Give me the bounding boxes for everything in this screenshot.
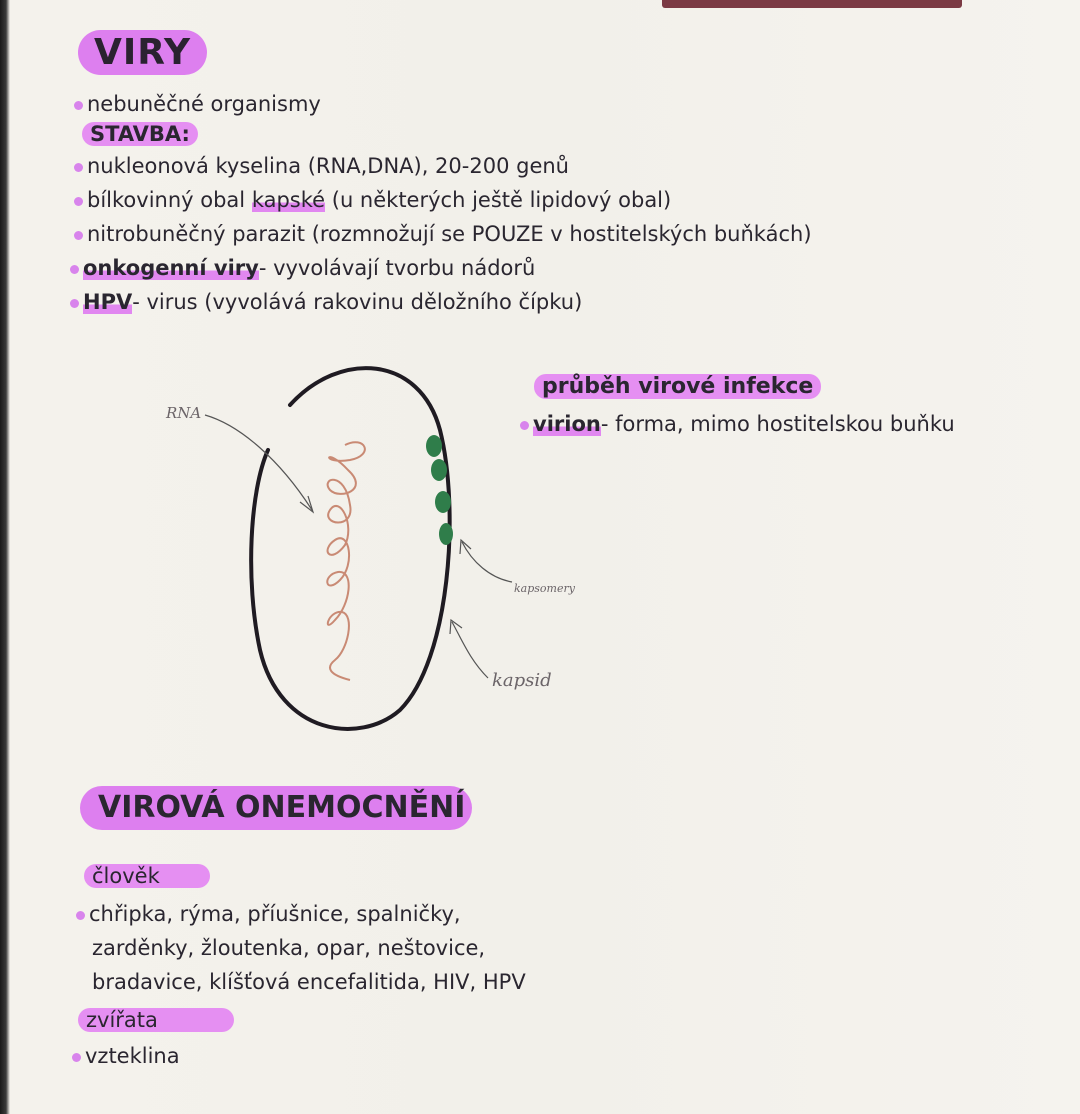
human-disease-line-1: chřipka, rýma, příušnice, spalničky, xyxy=(76,902,461,926)
bullet-icon xyxy=(70,265,79,274)
virus-diagram xyxy=(150,350,620,740)
bullet-icon xyxy=(74,101,83,110)
rna-strand xyxy=(327,442,365,680)
bullet-icon xyxy=(74,197,83,206)
human-disease-line-2: zarděnky, žloutenka, opar, neštovice, xyxy=(92,936,486,960)
capsid-pointer-line xyxy=(452,622,488,678)
capsid-label: kapsid xyxy=(492,670,552,691)
structure-item-3: nitrobuněčný parazit (rozmnožují se POUZE v hostitelských buňkách) xyxy=(74,222,812,246)
human-disease-line-3: bradavice, klíšťová encefalitida, HIV, HPV xyxy=(92,970,526,994)
bullet-icon xyxy=(76,911,85,920)
capsomere-shape xyxy=(426,435,442,457)
structure-item-1: nukleonová kyselina (RNA,DNA), 20-200 genů xyxy=(74,154,569,178)
animals-disease-line: vzteklina xyxy=(72,1044,180,1068)
bullet-icon xyxy=(74,163,83,172)
diseases-heading: VIROVÁ ONEMOCNĚNÍ xyxy=(80,786,472,830)
bullet-icon xyxy=(74,231,83,240)
bullet-icon xyxy=(520,421,529,430)
infection-heading: průběh virové infekce xyxy=(534,374,821,399)
bullet-icon xyxy=(70,299,79,308)
rna-pointer-line xyxy=(205,415,312,510)
structure-item-5: HPV- virus (vyvolává rakovinu děložního čípku) xyxy=(70,290,582,314)
arrowhead-icon xyxy=(450,620,462,634)
human-label: člověk xyxy=(84,864,210,888)
infection-item: virion- forma, mimo hostitelskou buňku xyxy=(520,412,955,436)
bullet-icon xyxy=(72,1053,81,1062)
animals-label: zvířata xyxy=(78,1008,234,1032)
capsomere-shape xyxy=(439,523,453,545)
rna-label: RNA xyxy=(166,404,202,422)
structure-label: STAVBA: xyxy=(82,122,198,146)
capsomere-shape xyxy=(431,459,447,481)
page-title: VIRY xyxy=(78,30,207,75)
structure-item-2: bílkovinný obal kapské (u některých ještě lipidový obal) xyxy=(74,188,671,212)
top-edge-bar xyxy=(662,0,962,8)
capsomere-label: kapsomery xyxy=(514,582,575,595)
capsid-outline xyxy=(251,368,450,729)
intro-line: nebuněčné organismy xyxy=(74,92,321,116)
structure-item-4: onkogenní viry- vyvolávají tvorbu nádorů xyxy=(70,256,535,280)
capsomere-shape xyxy=(435,491,451,513)
arrowhead-icon xyxy=(460,540,471,554)
